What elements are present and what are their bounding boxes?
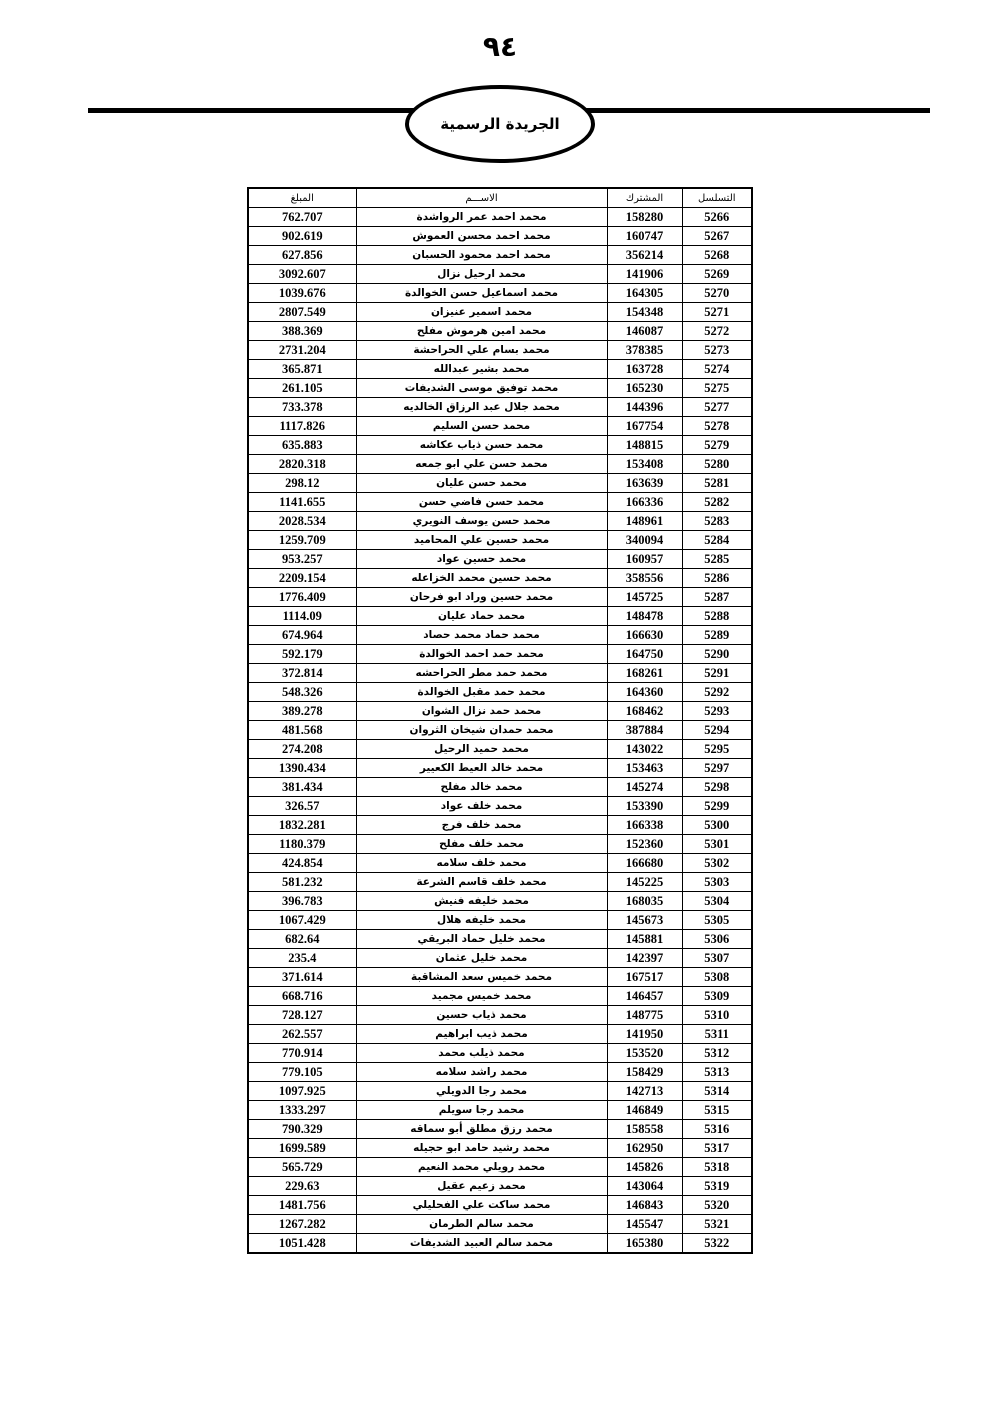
cell-subscriber: 142713 [607, 1082, 682, 1101]
cell-serial: 5292 [682, 683, 752, 702]
cell-name: محمد جلال عبد الرزاق الخالديه [356, 398, 607, 417]
cell-serial: 5277 [682, 398, 752, 417]
cell-name: محمد حسين وراد ابو فرحان [356, 588, 607, 607]
table-row [248, 873, 752, 892]
cell-amount: 235.4 [248, 949, 356, 968]
cell-serial: 5278 [682, 417, 752, 436]
cell-subscriber: 141906 [607, 265, 682, 284]
table-row [248, 227, 752, 246]
cell-name: محمد راشد سلامه [356, 1063, 607, 1082]
cell-subscriber: 148775 [607, 1006, 682, 1025]
cell-name: محمد حسن يوسف النويري [356, 512, 607, 531]
cell-subscriber: 146087 [607, 322, 682, 341]
cell-serial: 5308 [682, 968, 752, 987]
cell-serial: 5300 [682, 816, 752, 835]
cell-name: محمد حميد الرحيل [356, 740, 607, 759]
cell-name: محمد حمد مطر الحراحشه [356, 664, 607, 683]
cell-name: محمد سالم الطرمان [356, 1215, 607, 1234]
cell-subscriber: 165380 [607, 1234, 682, 1254]
cell-amount: 1067.429 [248, 911, 356, 930]
cell-subscriber: 164305 [607, 284, 682, 303]
cell-amount: 1114.09 [248, 607, 356, 626]
cell-name: محمد حسن عليان [356, 474, 607, 493]
cell-serial: 5268 [682, 246, 752, 265]
cell-subscriber: 145725 [607, 588, 682, 607]
cell-name: محمد خلف فرج [356, 816, 607, 835]
cell-amount: 274.208 [248, 740, 356, 759]
cell-serial: 5273 [682, 341, 752, 360]
cell-amount: 1776.409 [248, 588, 356, 607]
cell-subscriber: 160957 [607, 550, 682, 569]
cell-amount: 2209.154 [248, 569, 356, 588]
cell-name: محمد احمد محسن العموش [356, 227, 607, 246]
cell-name: محمد بشير عبدالله [356, 360, 607, 379]
table-row [248, 1234, 752, 1254]
cell-subscriber: 153463 [607, 759, 682, 778]
table-row [248, 569, 752, 588]
cell-subscriber: 166338 [607, 816, 682, 835]
table-row [248, 1044, 752, 1063]
cell-amount: 728.127 [248, 1006, 356, 1025]
cell-amount: 674.964 [248, 626, 356, 645]
cell-amount: 1481.756 [248, 1196, 356, 1215]
table-row [248, 341, 752, 360]
cell-amount: 1051.428 [248, 1234, 356, 1254]
cell-subscriber: 358556 [607, 569, 682, 588]
cell-amount: 953.257 [248, 550, 356, 569]
cell-name: محمد ارحيل نزال [356, 265, 607, 284]
table-row [248, 360, 752, 379]
cell-subscriber: 153408 [607, 455, 682, 474]
cell-serial: 5322 [682, 1234, 752, 1254]
cell-subscriber: 168462 [607, 702, 682, 721]
cell-serial: 5321 [682, 1215, 752, 1234]
cell-serial: 5313 [682, 1063, 752, 1082]
table-row [248, 474, 752, 493]
cell-name: محمد بسام علي الحراحشة [356, 341, 607, 360]
cell-amount: 372.814 [248, 664, 356, 683]
cell-subscriber: 164360 [607, 683, 682, 702]
table-row [248, 816, 752, 835]
page-number: ٩٤ [482, 30, 518, 63]
column-header-serial: التسلسل [682, 188, 752, 208]
cell-amount: 668.716 [248, 987, 356, 1006]
cell-amount: 565.729 [248, 1158, 356, 1177]
cell-serial: 5293 [682, 702, 752, 721]
table-row [248, 1120, 752, 1139]
cell-serial: 5298 [682, 778, 752, 797]
cell-amount: 1832.281 [248, 816, 356, 835]
cell-subscriber: 145225 [607, 873, 682, 892]
cell-name: محمد خلف مفلح [356, 835, 607, 854]
cell-serial: 5269 [682, 265, 752, 284]
cell-serial: 5319 [682, 1177, 752, 1196]
cell-serial: 5306 [682, 930, 752, 949]
cell-amount: 261.105 [248, 379, 356, 398]
cell-serial: 5285 [682, 550, 752, 569]
cell-serial: 5282 [682, 493, 752, 512]
cell-subscriber: 146457 [607, 987, 682, 1006]
table-row [248, 398, 752, 417]
cell-serial: 5312 [682, 1044, 752, 1063]
cell-serial: 5294 [682, 721, 752, 740]
cell-amount: 1259.709 [248, 531, 356, 550]
cell-serial: 5310 [682, 1006, 752, 1025]
cell-subscriber: 141950 [607, 1025, 682, 1044]
cell-name: محمد حماد عليان [356, 607, 607, 626]
cell-name: محمد سالم العبيد الشديفات [356, 1234, 607, 1254]
cell-name: محمد احمد عمر الرواشدة [356, 208, 607, 227]
cell-serial: 5286 [682, 569, 752, 588]
cell-serial: 5301 [682, 835, 752, 854]
cell-name: محمد حمدان شيخان الثروان [356, 721, 607, 740]
cell-subscriber: 168261 [607, 664, 682, 683]
table-row [248, 721, 752, 740]
cell-amount: 790.329 [248, 1120, 356, 1139]
cell-subscriber: 143064 [607, 1177, 682, 1196]
table-row [248, 379, 752, 398]
cell-subscriber: 153520 [607, 1044, 682, 1063]
cell-subscriber: 143022 [607, 740, 682, 759]
cell-amount: 2731.204 [248, 341, 356, 360]
cell-name: محمد حسن ذياب عكاشه [356, 436, 607, 455]
table-row [248, 1215, 752, 1234]
table-row [248, 854, 752, 873]
table-row [248, 740, 752, 759]
cell-serial: 5309 [682, 987, 752, 1006]
cell-serial: 5317 [682, 1139, 752, 1158]
cell-subscriber: 168035 [607, 892, 682, 911]
cell-amount: 2807.549 [248, 303, 356, 322]
cell-name: محمد خليفه فنيش [356, 892, 607, 911]
cell-subscriber: 158280 [607, 208, 682, 227]
table-row [248, 208, 752, 227]
cell-name: محمد حسن السليم [356, 417, 607, 436]
table-row [248, 1025, 752, 1044]
cell-name: محمد خميس سعد المشاقبة [356, 968, 607, 987]
table-row [248, 417, 752, 436]
cell-name: محمد خليفه هلال [356, 911, 607, 930]
cell-serial: 5303 [682, 873, 752, 892]
cell-subscriber: 145547 [607, 1215, 682, 1234]
cell-subscriber: 145881 [607, 930, 682, 949]
cell-name: محمد احمد محمود الحسبان [356, 246, 607, 265]
cell-name: محمد خلف قاسم الشرعة [356, 873, 607, 892]
cell-amount: 1333.297 [248, 1101, 356, 1120]
cell-name: محمد ذياب حسين [356, 1006, 607, 1025]
table-header-row [248, 188, 752, 208]
cell-amount: 424.854 [248, 854, 356, 873]
cell-subscriber: 148478 [607, 607, 682, 626]
cell-name: محمد خليل عثمان [356, 949, 607, 968]
cell-name: محمد رجا الدويلي [356, 1082, 607, 1101]
cell-name: محمد حمد مقبل الخوالدة [356, 683, 607, 702]
table-row [248, 759, 752, 778]
table-row [248, 683, 752, 702]
cell-serial: 5311 [682, 1025, 752, 1044]
cell-amount: 396.783 [248, 892, 356, 911]
cell-amount: 1699.589 [248, 1139, 356, 1158]
cell-serial: 5297 [682, 759, 752, 778]
table-row [248, 626, 752, 645]
table-row [248, 702, 752, 721]
cell-name: محمد خلف عواد [356, 797, 607, 816]
cell-serial: 5274 [682, 360, 752, 379]
cell-subscriber: 160747 [607, 227, 682, 246]
cell-amount: 3092.607 [248, 265, 356, 284]
cell-subscriber: 340094 [607, 531, 682, 550]
cell-amount: 381.434 [248, 778, 356, 797]
cell-serial: 5267 [682, 227, 752, 246]
cell-name: محمد حسن علي ابو جمعه [356, 455, 607, 474]
table-row [248, 512, 752, 531]
cell-name: محمد حمد احمد الخوالدة [356, 645, 607, 664]
cell-subscriber: 148815 [607, 436, 682, 455]
cell-name: محمد رشيد حامد ابو حجيله [356, 1139, 607, 1158]
cell-name: محمد خلف سلامه [356, 854, 607, 873]
cell-name: محمد خميس مجميد [356, 987, 607, 1006]
cell-subscriber: 145826 [607, 1158, 682, 1177]
table-row [248, 265, 752, 284]
table-row [248, 835, 752, 854]
cell-subscriber: 145274 [607, 778, 682, 797]
cell-name: محمد خالد مفلح [356, 778, 607, 797]
table-body [248, 208, 752, 1254]
cell-subscriber: 167517 [607, 968, 682, 987]
cell-subscriber: 164750 [607, 645, 682, 664]
table-row [248, 607, 752, 626]
cell-name: محمد رويلي محمد النعيم [356, 1158, 607, 1177]
cell-serial: 5314 [682, 1082, 752, 1101]
cell-serial: 5266 [682, 208, 752, 227]
cell-amount: 371.614 [248, 968, 356, 987]
cell-subscriber: 163639 [607, 474, 682, 493]
cell-serial: 5291 [682, 664, 752, 683]
cell-amount: 1180.379 [248, 835, 356, 854]
table-row [248, 1177, 752, 1196]
table-row [248, 987, 752, 1006]
cell-serial: 5287 [682, 588, 752, 607]
cell-amount: 779.105 [248, 1063, 356, 1082]
cell-serial: 5272 [682, 322, 752, 341]
cell-subscriber: 144396 [607, 398, 682, 417]
table-row [248, 531, 752, 550]
cell-subscriber: 158558 [607, 1120, 682, 1139]
cell-amount: 762.707 [248, 208, 356, 227]
cell-serial: 5281 [682, 474, 752, 493]
cell-serial: 5279 [682, 436, 752, 455]
table-row [248, 968, 752, 987]
cell-name: محمد رزق مطلق أبو سماقه [356, 1120, 607, 1139]
table-row [248, 949, 752, 968]
cell-amount: 388.369 [248, 322, 356, 341]
gazette-title: الجريدة الرسمية [440, 115, 560, 133]
cell-amount: 733.378 [248, 398, 356, 417]
cell-serial: 5270 [682, 284, 752, 303]
cell-name: محمد ذيلب محمد [356, 1044, 607, 1063]
cell-amount: 635.883 [248, 436, 356, 455]
cell-amount: 1039.676 [248, 284, 356, 303]
subscribers-table [247, 187, 753, 1254]
table-row [248, 1196, 752, 1215]
cell-serial: 5289 [682, 626, 752, 645]
cell-subscriber: 162950 [607, 1139, 682, 1158]
cell-serial: 5320 [682, 1196, 752, 1215]
cell-amount: 365.871 [248, 360, 356, 379]
cell-serial: 5290 [682, 645, 752, 664]
cell-name: محمد ذيب ابراهيم [356, 1025, 607, 1044]
table-row [248, 1101, 752, 1120]
cell-serial: 5283 [682, 512, 752, 531]
cell-name: محمد زعيم عقيل [356, 1177, 607, 1196]
table-row [248, 436, 752, 455]
cell-subscriber: 146843 [607, 1196, 682, 1215]
cell-amount: 548.326 [248, 683, 356, 702]
cell-subscriber: 378385 [607, 341, 682, 360]
cell-serial: 5316 [682, 1120, 752, 1139]
cell-serial: 5307 [682, 949, 752, 968]
cell-subscriber: 167754 [607, 417, 682, 436]
cell-amount: 581.232 [248, 873, 356, 892]
table-row [248, 1139, 752, 1158]
cell-amount: 481.568 [248, 721, 356, 740]
table-row [248, 284, 752, 303]
table-row [248, 778, 752, 797]
table-row [248, 303, 752, 322]
cell-amount: 902.619 [248, 227, 356, 246]
cell-subscriber: 154348 [607, 303, 682, 322]
cell-serial: 5302 [682, 854, 752, 873]
cell-serial: 5275 [682, 379, 752, 398]
table-row [248, 1006, 752, 1025]
cell-name: محمد رجا سويلم [356, 1101, 607, 1120]
table-row [248, 1158, 752, 1177]
cell-name: محمد حماد محمد حصاد [356, 626, 607, 645]
table-row [248, 493, 752, 512]
cell-amount: 627.856 [248, 246, 356, 265]
cell-amount: 1097.925 [248, 1082, 356, 1101]
cell-serial: 5318 [682, 1158, 752, 1177]
cell-subscriber: 158429 [607, 1063, 682, 1082]
cell-serial: 5304 [682, 892, 752, 911]
cell-name: محمد خليل حماد البريقي [356, 930, 607, 949]
table-row [248, 455, 752, 474]
cell-name: محمد حسين علي المحاميد [356, 531, 607, 550]
cell-name: محمد حسين محمد الخزاعله [356, 569, 607, 588]
cell-amount: 262.557 [248, 1025, 356, 1044]
cell-subscriber: 165230 [607, 379, 682, 398]
cell-serial: 5284 [682, 531, 752, 550]
cell-name: محمد توفيق موسى الشديفات [356, 379, 607, 398]
cell-amount: 1390.434 [248, 759, 356, 778]
column-header-name: الاســـم [356, 188, 607, 208]
cell-amount: 229.63 [248, 1177, 356, 1196]
cell-serial: 5299 [682, 797, 752, 816]
cell-name: محمد اسمير عنيزان [356, 303, 607, 322]
cell-subscriber: 148961 [607, 512, 682, 531]
cell-name: محمد حمد نزال الشوان [356, 702, 607, 721]
table-row [248, 550, 752, 569]
cell-name: محمد ساكت علي الفحليلي [356, 1196, 607, 1215]
cell-amount: 2820.318 [248, 455, 356, 474]
cell-amount: 326.57 [248, 797, 356, 816]
cell-serial: 5280 [682, 455, 752, 474]
table-row [248, 1082, 752, 1101]
cell-subscriber: 387884 [607, 721, 682, 740]
column-header-subscriber: المشترك [607, 188, 682, 208]
cell-amount: 682.64 [248, 930, 356, 949]
cell-subscriber: 142397 [607, 949, 682, 968]
cell-name: محمد اسماعيل حسن الخوالدة [356, 284, 607, 303]
cell-subscriber: 166680 [607, 854, 682, 873]
cell-subscriber: 146849 [607, 1101, 682, 1120]
gazette-title-oval [405, 85, 595, 163]
table-row [248, 645, 752, 664]
cell-name: محمد حسن فاضي حسن [356, 493, 607, 512]
table-row [248, 664, 752, 683]
cell-serial: 5288 [682, 607, 752, 626]
cell-amount: 1141.655 [248, 493, 356, 512]
cell-serial: 5305 [682, 911, 752, 930]
table-row [248, 892, 752, 911]
table-row [248, 1063, 752, 1082]
cell-amount: 1117.826 [248, 417, 356, 436]
table-row [248, 911, 752, 930]
cell-subscriber: 166630 [607, 626, 682, 645]
cell-amount: 770.914 [248, 1044, 356, 1063]
cell-subscriber: 356214 [607, 246, 682, 265]
cell-amount: 592.179 [248, 645, 356, 664]
cell-name: محمد خالد العيط الكعيير [356, 759, 607, 778]
cell-amount: 389.278 [248, 702, 356, 721]
cell-name: محمد امين هرموش مفلح [356, 322, 607, 341]
cell-subscriber: 145673 [607, 911, 682, 930]
cell-name: محمد حسين عواد [356, 550, 607, 569]
table-row [248, 246, 752, 265]
cell-subscriber: 166336 [607, 493, 682, 512]
column-header-amount: المبلغ [248, 188, 356, 208]
table-row [248, 588, 752, 607]
cell-serial: 5271 [682, 303, 752, 322]
cell-serial: 5315 [682, 1101, 752, 1120]
cell-subscriber: 153390 [607, 797, 682, 816]
cell-subscriber: 152360 [607, 835, 682, 854]
cell-amount: 1267.282 [248, 1215, 356, 1234]
table-row [248, 322, 752, 341]
cell-subscriber: 163728 [607, 360, 682, 379]
table-row [248, 930, 752, 949]
cell-serial: 5295 [682, 740, 752, 759]
table-row [248, 797, 752, 816]
cell-amount: 2028.534 [248, 512, 356, 531]
cell-amount: 298.12 [248, 474, 356, 493]
